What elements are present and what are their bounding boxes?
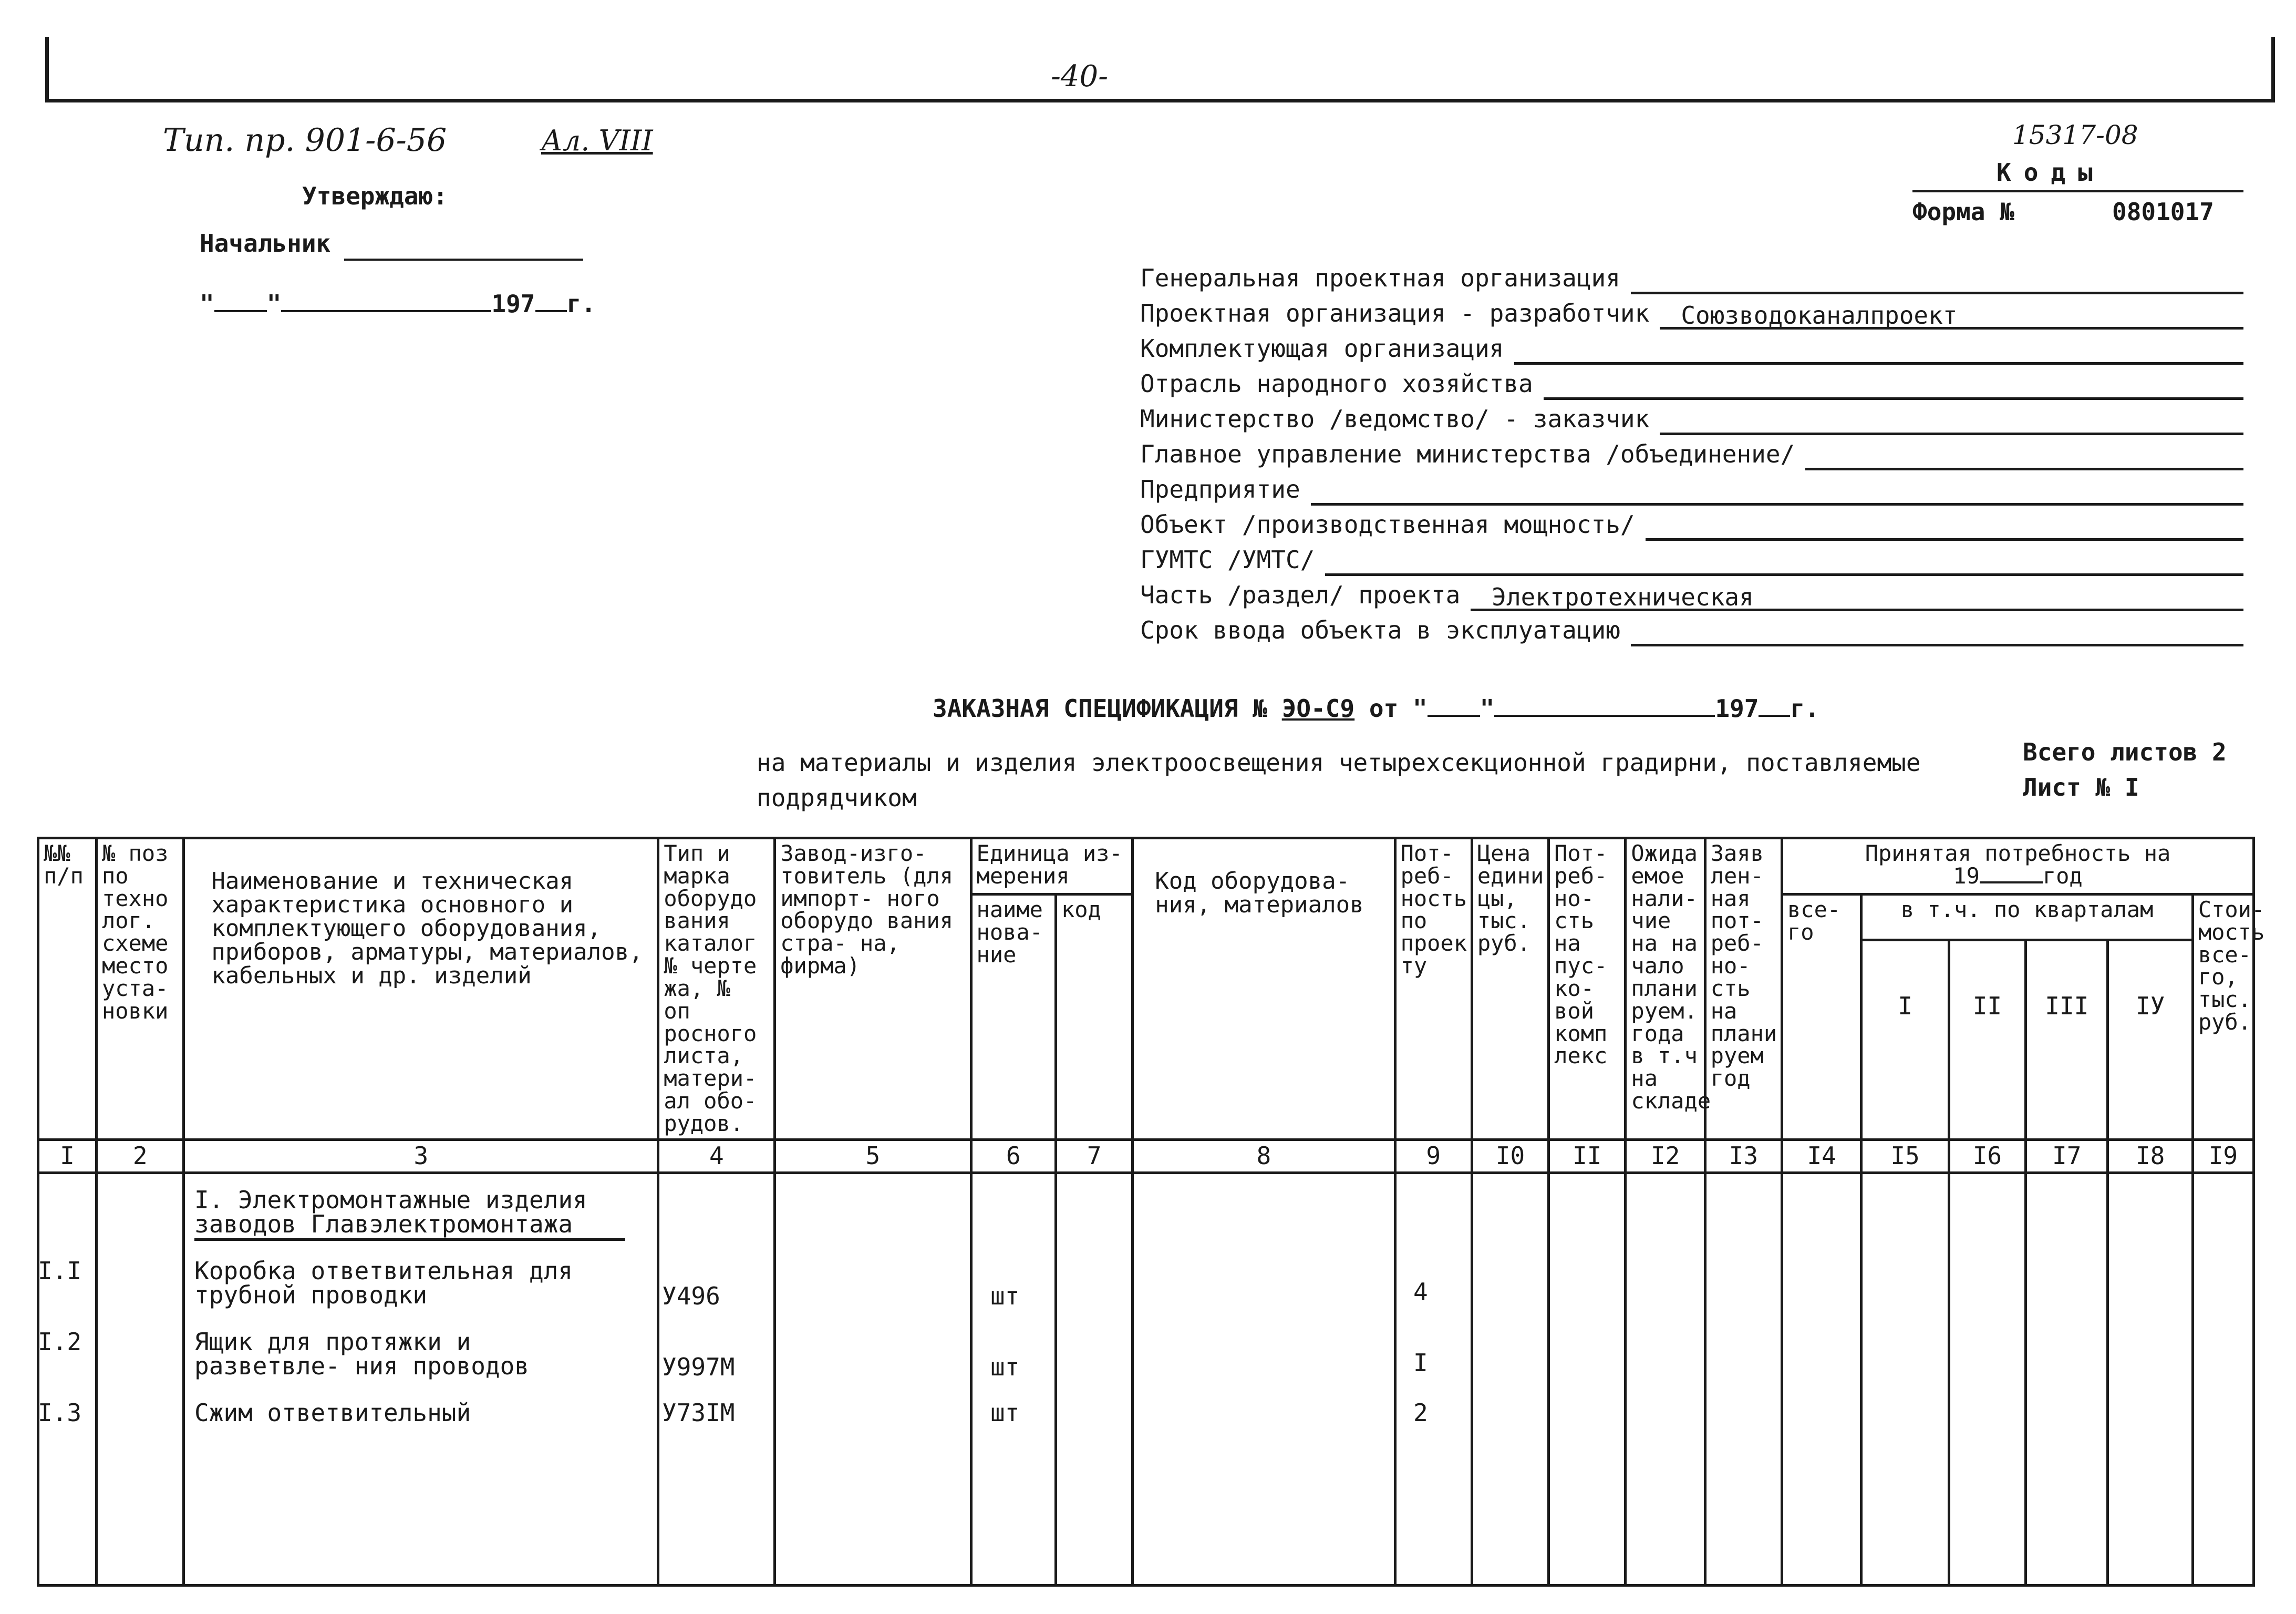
column-number: I6 xyxy=(1949,1139,2025,1173)
field-value xyxy=(1514,338,2243,365)
col-q1: I xyxy=(1861,940,1949,1139)
body-col-9 xyxy=(1395,1173,1472,1585)
body-col-5 xyxy=(775,1173,971,1585)
field-label: Проектная организация - разработчик xyxy=(1140,299,1650,327)
field-label: Часть /раздел/ проекта xyxy=(1140,581,1461,609)
sheet-number: Лист № I xyxy=(2023,773,2139,801)
column-number: I4 xyxy=(1782,1139,1861,1173)
column-number: 6 xyxy=(971,1139,1056,1173)
field-label: Генеральная проектная организация xyxy=(1140,264,1620,292)
sheets-total: Всего листов 2 xyxy=(2023,738,2227,766)
field-row xyxy=(1140,509,2243,541)
column-number: 7 xyxy=(1056,1139,1132,1173)
field-label: Комплектующая организация xyxy=(1140,334,1504,363)
field-value xyxy=(1646,515,2243,541)
row-unit: шт xyxy=(990,1399,1020,1427)
spec-title-prefix: ЗАКАЗНАЯ СПЕЦИФИКАЦИЯ № xyxy=(933,694,1267,723)
col-h6-group: Единица из- мерения xyxy=(971,838,1133,895)
field-row xyxy=(1140,333,2243,365)
field-value xyxy=(1660,409,2243,435)
page-number: -40- xyxy=(1046,62,1113,91)
body-col-14 xyxy=(1782,1173,1861,1585)
doc-number: 15317-08 xyxy=(2012,120,2138,150)
column-number: I8 xyxy=(2108,1139,2192,1173)
approve-year-suffix: г. xyxy=(566,290,596,318)
section-heading: I. Электромонтажные изделия заводов Главэлектромонтажа xyxy=(194,1188,625,1241)
body-col-1 xyxy=(38,1173,97,1585)
approve-date xyxy=(200,292,596,316)
col-h13: Заяв лен- ная пот- реб- но- сть на плани руем год xyxy=(1705,838,1782,1140)
row-name: Сжим ответвительный xyxy=(194,1399,471,1427)
field-value: Союзводоканалпроект xyxy=(1660,303,2243,330)
row-name: Коробка ответвительная для трубной проводки xyxy=(194,1257,573,1309)
approve-year: 197 xyxy=(491,290,535,318)
field-value xyxy=(1805,444,2243,470)
row-number: I.3 xyxy=(38,1399,82,1427)
col-q2: II xyxy=(1949,940,2025,1139)
form-value: 0801017 xyxy=(2112,198,2214,226)
column-number: II xyxy=(1549,1139,1626,1173)
date-quote-close: " xyxy=(266,290,282,318)
field-row xyxy=(1140,298,2243,330)
col-h4: Тип и марка оборудо вания каталог № черте жа, № оп росного листа, матери- ал обо- рудов. xyxy=(658,838,775,1140)
col-q4: IУ xyxy=(2108,940,2192,1139)
body-col-15 xyxy=(1861,1173,1949,1585)
body-col-11 xyxy=(1549,1173,1626,1585)
approve-title: Утверждаю: xyxy=(302,182,448,210)
row-type: У997М xyxy=(662,1353,735,1381)
accepted-label: Принятая потребность на xyxy=(1865,840,2171,866)
column-number: I xyxy=(38,1139,97,1173)
row-type: У73IМ xyxy=(662,1399,735,1427)
row-name: Ящик для протяжки и разветвле- ния проводов xyxy=(194,1328,529,1380)
body-col-8 xyxy=(1133,1173,1395,1585)
row-type: У496 xyxy=(662,1282,720,1310)
column-number: 8 xyxy=(1133,1139,1395,1173)
col-h14: все- го xyxy=(1782,895,1861,1140)
row-number: I.I xyxy=(38,1257,82,1285)
row-quantity: 2 xyxy=(1413,1399,1428,1427)
column-number: I0 xyxy=(1472,1139,1548,1173)
body-col-17 xyxy=(2026,1173,2108,1585)
column-number: I7 xyxy=(2026,1139,2108,1173)
column-number: 2 xyxy=(96,1139,183,1173)
col-h5: Завод-изго- товитель (для импорт- ного оборудо вания стра- на, фирма) xyxy=(775,838,971,1140)
column-number: 3 xyxy=(184,1139,658,1173)
spec-number: ЭО-С9 xyxy=(1281,694,1355,723)
field-label: Министерство /ведомство/ - заказчик xyxy=(1140,405,1650,433)
signature-line xyxy=(344,259,583,261)
body-col-16 xyxy=(1949,1173,2025,1585)
field-row xyxy=(1140,544,2243,576)
column-number: I9 xyxy=(2192,1139,2253,1173)
project-ref: Тип. пр. 901-6-56 xyxy=(163,122,447,159)
body-col-10 xyxy=(1472,1173,1548,1585)
col-h2: № поз по техно лог. схеме место уста- новки xyxy=(96,838,183,1140)
field-value xyxy=(1325,550,2243,576)
col-h11: Пот- реб- но- сть на пус- ко- вой комп лекс xyxy=(1549,838,1626,1140)
col-quarters-group: в т.ч. по кварталам xyxy=(1861,895,2193,940)
spec-year-suffix: г. xyxy=(1790,694,1819,723)
col-h3: Наименование и техническая характеристика основного и комплектующего оборудования, приборов, арматуры, материалов, кабельных и др. изделий xyxy=(184,838,658,1140)
accepted-year-suffix: год xyxy=(2042,862,2083,889)
row-quantity: 4 xyxy=(1413,1278,1428,1306)
spec-title: ЗАКАЗНАЯ СПЕЦИФИКАЦИЯ № ЭО-С9 от " " 197 г. xyxy=(933,694,1819,723)
codes-title: Коды xyxy=(1997,158,2105,187)
body-col-18 xyxy=(2108,1173,2192,1585)
field-label: Предприятие xyxy=(1140,475,1300,503)
approve-position: Начальник xyxy=(200,229,331,258)
column-number: I3 xyxy=(1705,1139,1782,1173)
field-value: Электротехническая xyxy=(1471,585,2243,611)
col-h1: №№ п/п xyxy=(38,838,97,1140)
body-col-12 xyxy=(1626,1173,1705,1585)
col-h9: Пот- реб- ность по проек ту xyxy=(1395,838,1472,1140)
col-h10: Цена едини цы, тыс. руб. xyxy=(1472,838,1548,1140)
col-h12: Ожида емое нали- чие на на чало плани руем. года в т.ч на складе xyxy=(1626,838,1705,1140)
spec-from: от xyxy=(1369,694,1399,723)
field-value xyxy=(1311,479,2243,506)
header-row-1 xyxy=(38,838,2254,895)
body-col-2 xyxy=(96,1173,183,1585)
col-h7: код xyxy=(1056,895,1132,1140)
field-label: Главное управление министерства /объединение/ xyxy=(1140,440,1795,468)
col-h6: наиме нова- ние xyxy=(971,895,1056,1140)
column-numbers-row xyxy=(38,1139,2254,1173)
field-value xyxy=(1631,268,2243,294)
date-quote-open: " xyxy=(200,290,214,318)
accepted-year: 19 xyxy=(1953,862,1980,889)
field-label: Срок ввода объекта в эксплуатацию xyxy=(1140,616,1620,644)
field-label: Объект /производственная мощность/ xyxy=(1140,510,1635,539)
field-row xyxy=(1140,439,2243,470)
col-h19: Стои- мость все- го, тыс. руб. xyxy=(2192,895,2253,1140)
column-number: I5 xyxy=(1861,1139,1949,1173)
spec-year: 197 xyxy=(1715,694,1759,723)
col-q3: III xyxy=(2026,940,2108,1139)
spec-subtitle: на материалы и изделия электроосвещения четырехсекционной градирни, поставляемые подрядчиком xyxy=(757,748,1921,812)
field-value xyxy=(1544,374,2243,400)
field-value xyxy=(1631,620,2243,646)
field-row xyxy=(1140,615,2243,646)
column-number: 4 xyxy=(658,1139,775,1173)
field-row xyxy=(1140,474,2243,506)
body-col-7 xyxy=(1056,1173,1132,1585)
column-number: 9 xyxy=(1395,1139,1472,1173)
column-number: 5 xyxy=(775,1139,971,1173)
codes-line xyxy=(1912,190,2243,192)
col-accepted-group xyxy=(1782,838,2254,895)
album-ref: Ал. VIII xyxy=(541,124,653,157)
body-col-19 xyxy=(2192,1173,2253,1585)
field-label: ГУМТС /УМТС/ xyxy=(1140,546,1315,574)
row-unit: шт xyxy=(990,1282,1020,1310)
page-frame xyxy=(45,37,2275,102)
field-row xyxy=(1140,368,2243,400)
body-col-13 xyxy=(1705,1173,1782,1585)
field-row xyxy=(1140,580,2243,611)
form-label: Форма № xyxy=(1912,198,2014,226)
field-row xyxy=(1140,263,2243,294)
row-unit: шт xyxy=(990,1353,1020,1381)
field-row xyxy=(1140,404,2243,435)
row-quantity: I xyxy=(1413,1349,1428,1377)
col-h8: Код оборудова- ния, материалов xyxy=(1133,838,1395,1140)
field-label: Отрасль народного хозяйства xyxy=(1140,369,1533,398)
column-number: I2 xyxy=(1626,1139,1705,1173)
row-number: I.2 xyxy=(38,1328,82,1356)
